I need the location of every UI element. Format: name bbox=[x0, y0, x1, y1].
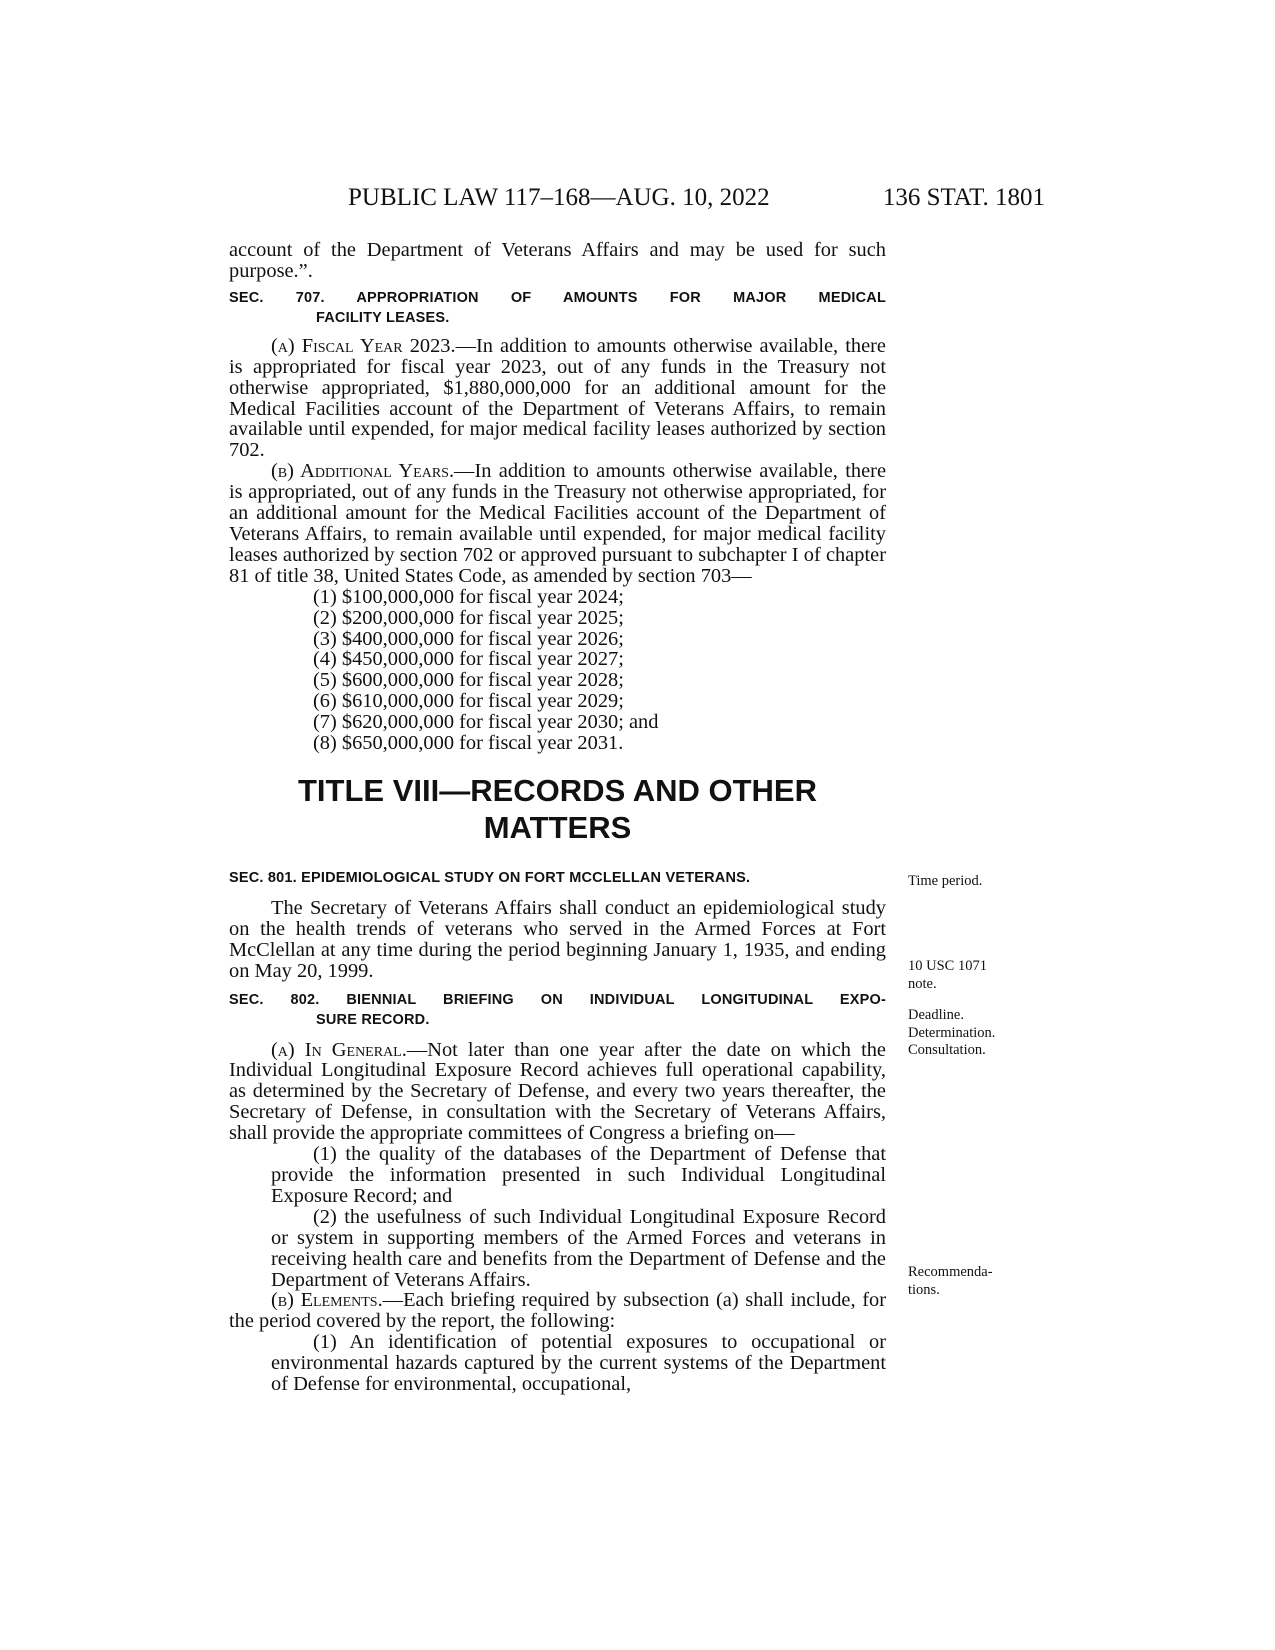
sec-707-amounts-list bbox=[229, 587, 886, 754]
margin-note-text: Determination. bbox=[908, 1024, 996, 1041]
sec-802-subsection-a bbox=[229, 1040, 886, 1145]
sec-707-b-label: (b) Additional Years. bbox=[271, 460, 455, 483]
sec-802-a-label: (a) In General. bbox=[271, 1038, 407, 1061]
title-line-2: MATTERS bbox=[483, 809, 632, 845]
sec-707-subsection-a bbox=[229, 336, 886, 461]
title-line-1: TITLE VIII—RECORDS AND OTHER bbox=[298, 772, 817, 808]
sec-802-a-text: —Not later than one year after the date on which the Individual Longitudinal Exposure Record achieves full operational capability, as determined by the Secretary of Defense, and every two years thereafter, the Secretary of Defense, in consultation with the Secretary of Veterans Affairs, shall provide the appropriate committees of Congress a briefing on— bbox=[229, 1038, 886, 1145]
list-item: (3) $400,000,000 for fiscal year 2026; bbox=[313, 627, 624, 650]
list-item: (4) $450,000,000 for fiscal year 2027; bbox=[313, 648, 624, 671]
list-item: (8) $650,000,000 for fiscal year 2031. bbox=[313, 732, 624, 755]
sec-707-a-label: (a) Fiscal Year 2023. bbox=[271, 334, 456, 357]
margin-note-deadline bbox=[908, 1007, 1038, 1060]
sec-801-text: The Secretary of Veterans Affairs shall conduct an epidemiological study on the health trends of veterans who served in the Armed Forces at Fort McClellan at any time during the period beginning January 1, 1935, and ending on May 20, 1999. bbox=[229, 896, 886, 982]
continued-paragraph: account of the Department of Veterans Affairs and may be used for such purpose.”. bbox=[229, 239, 886, 282]
margin-note-text: Time period. bbox=[908, 873, 983, 889]
margin-note-text: Consultation. bbox=[908, 1042, 986, 1058]
margin-note-text: tions. bbox=[908, 1281, 940, 1298]
margin-note-time-period bbox=[908, 873, 1038, 891]
sec-802-heading: SEC. 802. BIENNIAL BRIEFING ON INDIVIDUAL LONGITUDINAL EXPO- bbox=[229, 991, 886, 1008]
list-item: (1) $100,000,000 for fiscal year 2024; bbox=[313, 585, 624, 608]
sec-801-heading: SEC. 801. EPIDEMIOLOGICAL STUDY ON FORT MCCLELLAN VETERANS. bbox=[229, 869, 751, 886]
margin-note-recommendations bbox=[908, 1264, 1038, 1299]
list-item: (1) An identification of potential exposures to occupational or environmental hazards captured by the current systems of the Department of Defense for environmental, occupational, bbox=[271, 1331, 886, 1396]
header-public-law: PUBLIC LAW 117–168—AUG. 10, 2022 bbox=[348, 184, 770, 211]
sec-802-b-list bbox=[229, 1332, 886, 1395]
margin-note-text: 10 USC 1071 bbox=[908, 958, 987, 974]
list-item: (5) $600,000,000 for fiscal year 2028; bbox=[313, 669, 624, 692]
list-item: (1) the quality of the databases of the Department of Defense that provide the information presented in such Individual Longitudinal Exposure Record; and bbox=[271, 1143, 886, 1207]
sec-707-a-text: —In addition to amounts otherwise available, there is appropriated for fiscal year 2023, out of any funds in the Treasury not otherwise appropriated, $1,880,000,000 for an additional amount for the Medical Facilities account of the Department of Veterans Affairs, to remain available until expended, for major medical facility leases authorized by section 702. bbox=[229, 334, 886, 462]
list-item: (7) $620,000,000 for fiscal year 2030; and bbox=[313, 711, 659, 734]
list-item: (2) $200,000,000 for fiscal year 2025; bbox=[313, 606, 624, 629]
list-item: (6) $610,000,000 for fiscal year 2029; bbox=[313, 690, 624, 713]
margin-note-text: Deadline. bbox=[908, 1007, 964, 1023]
list-item: (2) the usefulness of such Individual Longitudinal Exposure Record or system in supporting members of the Armed Forces and veterans in receiving health care and benefits from the Department of Defense and the Department of Veterans Affairs. bbox=[271, 1205, 886, 1291]
header-stat-page: 136 STAT. 1801 bbox=[882, 184, 1045, 211]
margin-note-usc bbox=[908, 958, 1038, 993]
title-viii-heading bbox=[229, 772, 886, 846]
sec-802-heading-cont: SURE RECORD. bbox=[316, 1011, 430, 1028]
running-header bbox=[348, 184, 1045, 220]
sec-802-b-label: (b) Elements. bbox=[271, 1289, 383, 1312]
margin-note-text: note. bbox=[908, 975, 937, 992]
sec-707-heading-cont: FACILITY LEASES. bbox=[316, 309, 450, 326]
sec-707-subsection-b bbox=[229, 461, 886, 586]
sec-707-b-text: —In addition to amounts otherwise available, there is appropriated, out of any funds in the Treasury not otherwise appropriated, for an additional amount for the Medical Facilities account of the Department of Veterans Affairs, to remain available until expended, for major medical facility leases authorized by section 702 or approved pursuant to subchapter I of chapter 81 of title 38, United States Code, as amended by section 703— bbox=[229, 460, 886, 587]
sec-802-a-list bbox=[229, 1144, 886, 1290]
sec-707-heading: SEC. 707. APPROPRIATION OF AMOUNTS FOR MAJOR MEDICAL bbox=[229, 289, 886, 306]
sec-802-b-text: —Each briefing required by subsection (a) shall include, for the period covered by the report, the following: bbox=[229, 1289, 886, 1333]
main-text-column bbox=[229, 240, 886, 1395]
sec-802-subsection-b bbox=[229, 1290, 886, 1332]
margin-note-text: Recommenda- bbox=[908, 1264, 993, 1280]
